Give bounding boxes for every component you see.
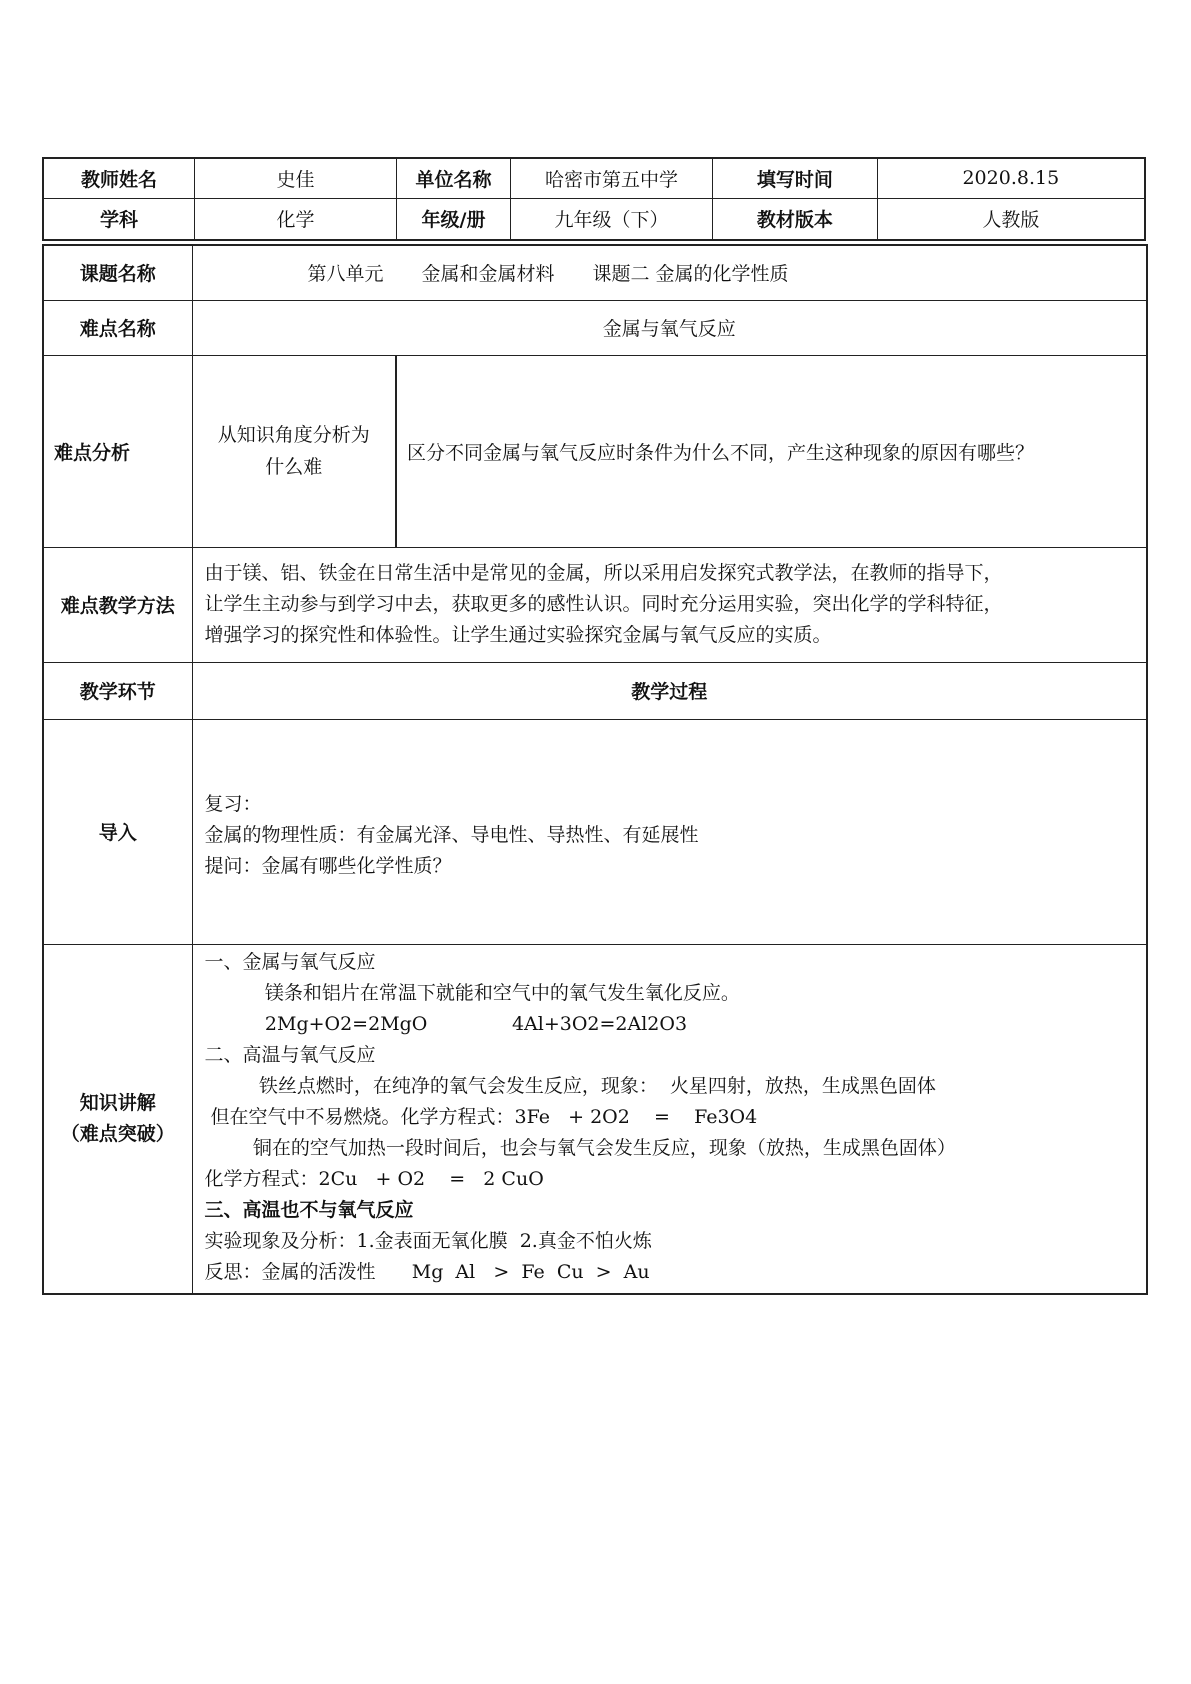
knowledge-line-6: 但在空气中不易燃烧。化学方程式：3Fe + 2O2 = Fe3O4	[204, 1105, 758, 1128]
difficulty-label: 难点名称	[43, 300, 192, 355]
knowledge-line-8: 化学方程式：2Cu + O2 = 2 CuO	[204, 1167, 544, 1190]
method-line-2: 让学生主动参与到学习中去，获取更多的感性认识。同时充分运用实验，突出化学的学科特征，	[204, 593, 1003, 615]
grade-value: 九年级（下）	[511, 198, 713, 240]
intro-line-1: 复习：	[204, 793, 262, 815]
knowledge-line-7: 铜在的空气加热一段时间后，也会与氧气会发生反应，现象（放热，生成黑色固体）	[204, 1136, 956, 1159]
analysis-sublabel-line1: 从知识角度分析为	[217, 424, 370, 446]
process-stage-label: 教学环节	[43, 662, 192, 719]
analysis-label: 难点分析	[43, 355, 192, 547]
topic-value	[192, 245, 1147, 300]
subject-label: 学科	[43, 198, 194, 240]
edition-label: 教材版本	[713, 198, 878, 240]
knowledge-line-11: 反思：金属的活泼性 Mg Al > Fe Cu > Au	[204, 1260, 650, 1283]
knowledge-line-10: 实验现象及分析：1.金表面无氧化膜 2.真金不怕火炼	[204, 1229, 652, 1252]
knowledge-line-1: 一、金属与氧气反应	[204, 950, 376, 973]
topic-label: 课题名称	[43, 245, 192, 300]
content-table	[42, 244, 1148, 1295]
knowledge-label-line1: 知识讲解	[79, 1091, 156, 1114]
knowledge-label	[43, 944, 192, 1294]
method-label: 难点教学方法	[43, 547, 192, 662]
edition-value: 人教版	[877, 198, 1145, 240]
knowledge-line-3: 2Mg+O2=2MgO 4Al+3O2=2Al2O3	[204, 1012, 688, 1035]
date-value: 2020.8.15	[877, 158, 1145, 198]
analysis-sublabel	[192, 355, 396, 547]
analysis-sublabel-line2: 什么难	[265, 456, 323, 478]
subject-value: 化学	[194, 198, 396, 240]
grade-label: 年级/册	[396, 198, 510, 240]
analysis-value: 区分不同金属与氧气反应时条件为什么不同，产生这种现象的原因有哪些？	[396, 355, 1147, 547]
teacher-label: 教师姓名	[43, 158, 194, 198]
method-line-3: 增强学习的探究性和体验性。让学生通过实验探究金属与氧气反应的实质。	[204, 624, 832, 646]
method-line-1: 由于镁、铝、铁金在日常生活中是常见的金属，所以采用启发探究式教学法，在教师的指导下，	[204, 562, 1003, 584]
knowledge-line-4: 二、高温与氧气反应	[204, 1043, 376, 1066]
date-label: 填写时间	[713, 158, 878, 198]
unit-label: 单位名称	[396, 158, 510, 198]
knowledge-label-line2: （难点突破）	[60, 1122, 175, 1145]
difficulty-value: 金属与氧气反应	[192, 300, 1147, 355]
process-header: 教学过程	[192, 662, 1147, 719]
knowledge-line-9: 三、高温也不与氧气反应	[204, 1198, 414, 1221]
teacher-name: 史佳	[194, 158, 396, 198]
intro-line-3: 提问：金属有哪些化学性质？	[204, 855, 452, 877]
intro-label: 导入	[43, 719, 192, 944]
info-table	[42, 157, 1146, 241]
intro-line-2: 金属的物理性质：有金属光泽、导电性、导热性、有延展性	[204, 824, 699, 846]
unit-name: 哈密市第五中学	[511, 158, 713, 198]
knowledge-line-2: 镁条和铝片在常温下就能和空气中的氧气发生氧化反应。	[204, 981, 740, 1004]
intro-content	[192, 719, 1147, 944]
knowledge-line-5: 铁丝点燃时，在纯净的氧气会发生反应，现象： 火星四射，放热，生成黑色固体	[204, 1074, 936, 1097]
topic-text: 第八单元 金属和金属材料 课题二 金属的化学性质	[307, 263, 789, 286]
knowledge-content	[192, 944, 1147, 1294]
method-value	[192, 547, 1147, 662]
